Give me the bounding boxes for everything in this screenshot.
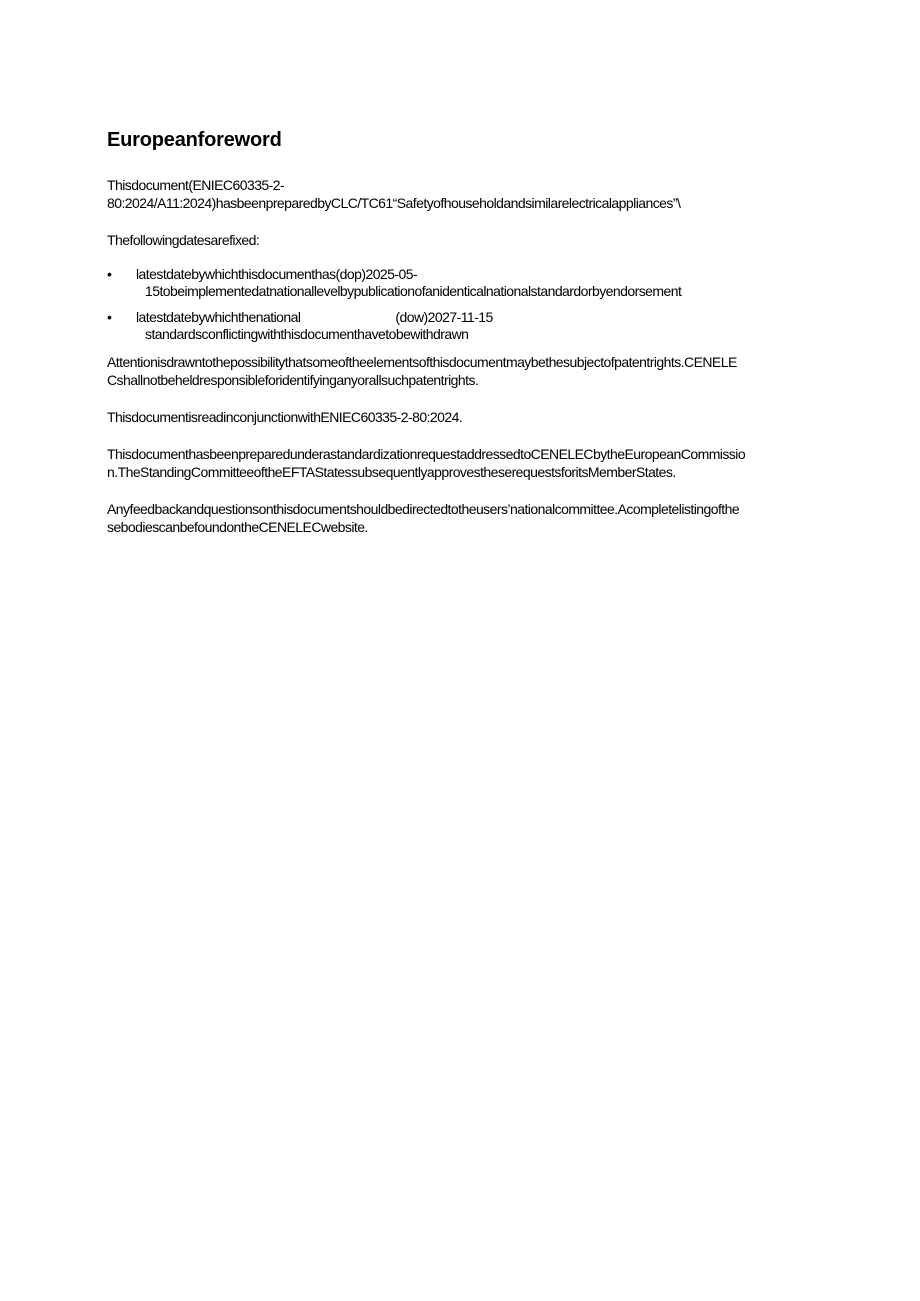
bullet-icon: •	[107, 266, 112, 282]
page-title: Europeanforeword	[107, 129, 282, 151]
intro-paragraph	[107, 176, 872, 212]
attention-line-2: Cshallnotbeheldresponsibleforidentifyinganyorallsuchpatentrights.	[107, 372, 479, 388]
list-item-text: latestdatebywhichthisdocumenthas	[136, 266, 336, 282]
list-item-line-2: standardsconflictingwiththisdocumenthavetobewithdrawn	[145, 326, 469, 342]
list-item-line-1	[136, 266, 872, 283]
request-line-2: n.TheStandingCommitteeoftheEFTAStatessubsequentlyapprovestheserequestsforitsMemberStates.	[107, 464, 676, 480]
attention-line-1: Attentionisdrawntothepossibilitythatsomeoftheelementsofthisdocumentmaybethesubjectofpatentrights.CENELE	[107, 354, 737, 370]
list-item-text: latestdatebywhichthenational	[136, 309, 301, 325]
list-item-line-1	[136, 309, 872, 326]
feedback-paragraph	[107, 500, 872, 536]
list-item-line-2: 15tobeimplementedatnationallevelbypublicationofanidenticalnationalstandardorbyendorsement	[145, 283, 682, 299]
feedback-line-1: Anyfeedbackandquestionsonthisdocumentshouldbedirectedtotheusers’nationalcommittee.Acompletelistingofthe	[107, 501, 740, 517]
feedback-line-2: sebodiescanbefoundontheCENELECwebsite.	[107, 519, 368, 535]
intro-line-2: 80:2024/A11:2024)hasbeenpreparedbyCLC/TC61“Safetyofhouseholdandsimilarelectricalappliances”\	[107, 195, 681, 211]
document-page	[107, 128, 872, 536]
list-item-dow	[107, 309, 872, 343]
dates-list	[107, 266, 872, 343]
request-paragraph	[107, 445, 872, 481]
bullet-icon: •	[107, 309, 112, 325]
dates-heading: Thefollowingdatesarefixed:	[107, 232, 260, 248]
list-item-date-code: (dop)2025-05-	[335, 266, 418, 282]
attention-paragraph	[107, 353, 872, 389]
request-line-1: ThisdocumenthasbeenpreparedunderastandardizationrequestaddressedtoCENELECbytheEuropeanCommissio	[107, 446, 746, 462]
conjunction-paragraph: ThisdocumentisreadinconjunctionwithENIEC60335-2-80:2024.	[107, 409, 463, 425]
list-item-date-code: (dow)2027-11-15	[395, 309, 493, 325]
list-item-dop	[107, 266, 872, 300]
intro-line-1: Thisdocument(ENIEC60335-2-	[107, 177, 285, 193]
